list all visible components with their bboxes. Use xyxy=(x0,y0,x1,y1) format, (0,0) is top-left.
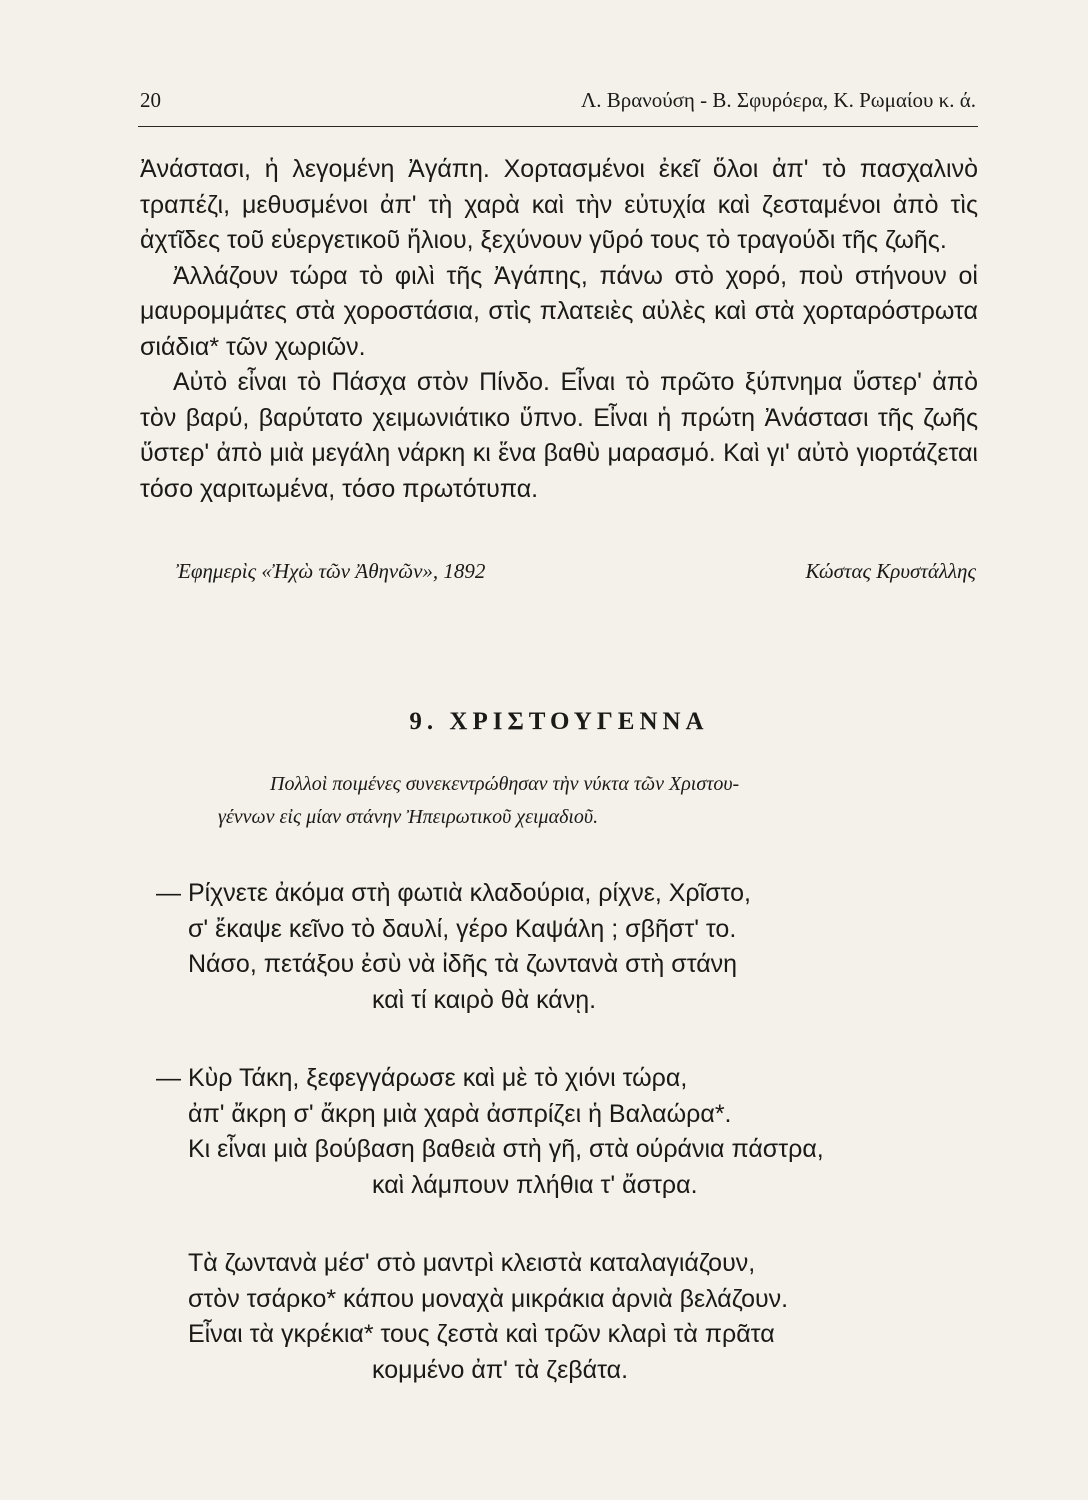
poem-line: Νάσο, πετάξου ἐσὺ νὰ ἰδῆς τὰ ζωντανὰ στὴ στάνη xyxy=(188,950,738,978)
poem-line: Κι εἶναι μιὰ βούβαση βαθειὰ στὴ γῆ, στὰ ούράνια πάστρα, xyxy=(188,1135,824,1163)
poem-line: Τὰ ζωντανὰ μέσ' στὸ μαντρὶ κλειστὰ καταλαγιάζουν, xyxy=(188,1249,756,1277)
poem-stanza-2 xyxy=(156,1061,916,1203)
poem-stanza-3 xyxy=(156,1246,916,1388)
prose-paragraph-1: Ἀνάστασι, ἡ λεγομένη Ἀγάπη. Χορτασμένοι ἐκεῖ ὅλοι ἀπ' τὸ πασχαλινὸ τραπέζι, μεθυσμένοι ἀπ' τὴ χαρὰ καὶ τὴν εὐτυχία καὶ ζεσταμένοι ἀπὸ τὶς ἀχτῖδες τοῦ εὐεργετικοῦ ἥλιου, ξεχύνουν γῦρό τους τὸ τραγούδι τῆς ζωῆς. xyxy=(140,155,978,254)
running-title: Λ. Βρανούση - Β. Σφυρόερα, Κ. Ρωμαίου κ. ά. xyxy=(581,88,976,112)
section-intro xyxy=(218,768,978,834)
prose-paragraph-2: Ἀλλάζουν τώρα τὸ φιλὶ τῆς Ἀγάπης, πάνω στὸ χορό, ποὺ στήνουν οἱ μαυρομμάτες στὰ χοροστάσια, στὶς πλατειὲς αὐλὲς καὶ στὰ χορταρόστρωτα σιάδια* τῶν χωριῶν. xyxy=(140,261,978,361)
page-number: 20 xyxy=(140,88,161,112)
poem-line: ἀπ' ἄκρη σ' ἄκρη μιὰ χαρὰ ἀσπρίζει ἡ Βαλαώρα*. xyxy=(188,1099,732,1128)
section-title: 9. ΧΡΙΣΤΟΥΓΕΝΝΑ xyxy=(409,708,709,735)
prose-paragraph-3: Αὐτὸ εἶναι τὸ Πάσχα στὸν Πίνδο. Εἶναι τὸ πρῶτο ξύπνημα ὕστερ' ἀπὸ τὸν βαρύ, βαρύτατο χειμωνιάτικο ὕπνο. Εἶναι ἡ πρώτη Ἀνάστασι τῆς ζωῆς ὕστερ' ἀπὸ μιὰ μεγάλη νάρκη κι ἕνα βαθὺ μαρασμό. Καὶ γι' αὐτὸ γιορτάζεται τόσο χαριτωμένα, τόσο πρωτότυπα. xyxy=(140,368,978,503)
poem-line: κομμένο ἀπ' τὰ ζεβάτα. xyxy=(372,1355,629,1384)
poem-line: καὶ τί καιρὸ θὰ κάνῃ. xyxy=(372,985,597,1014)
poem-line: Εἶναι τὰ γκρέκια* τους ζεστὰ καὶ τρῶν κλαρὶ τὰ πρᾶτα xyxy=(188,1320,775,1348)
author-name: Κώστας Κρυστάλλης xyxy=(805,559,976,583)
prose-text xyxy=(140,152,978,507)
poem-stanza-1 xyxy=(156,876,916,1018)
poem-line: σ' ἔκαψε κεῖνο τὸ δαυλί, γέρο Καψάλη ; σβῆστ' το. xyxy=(188,914,737,943)
source-citation: Ἐφημερὶς «Ἠχὼ τῶν Ἀθηνῶν», 1892 xyxy=(176,559,486,583)
intro-line-1: Πολλοὶ ποιμένες συνεκεντρώθησαν τὴν νύκτα τῶν Χριστου- xyxy=(270,773,740,795)
poem-line: στὸν τσάρκο* κάπου μοναχὰ μικράκια ἀρνιὰ βελάζουν. xyxy=(188,1284,789,1313)
poem-line: — Ρίχνετε ἀκόμα στὴ φωτιὰ κλαδούρια, ρίχνε, Χρῖστο, xyxy=(156,879,751,907)
poem-line: — Κὺρ Τάκη, ξεφεγγάρωσε καὶ μὲ τὸ χιόνι τώρα, xyxy=(156,1064,688,1092)
header-rule xyxy=(138,126,978,127)
poem-line: καὶ λάμπουν πλήθια τ' ἄστρα. xyxy=(372,1170,698,1199)
intro-line-2: γέννων εἰς μίαν στάνην Ἠπειρωτικοῦ χειμαδιοῦ. xyxy=(218,806,599,828)
